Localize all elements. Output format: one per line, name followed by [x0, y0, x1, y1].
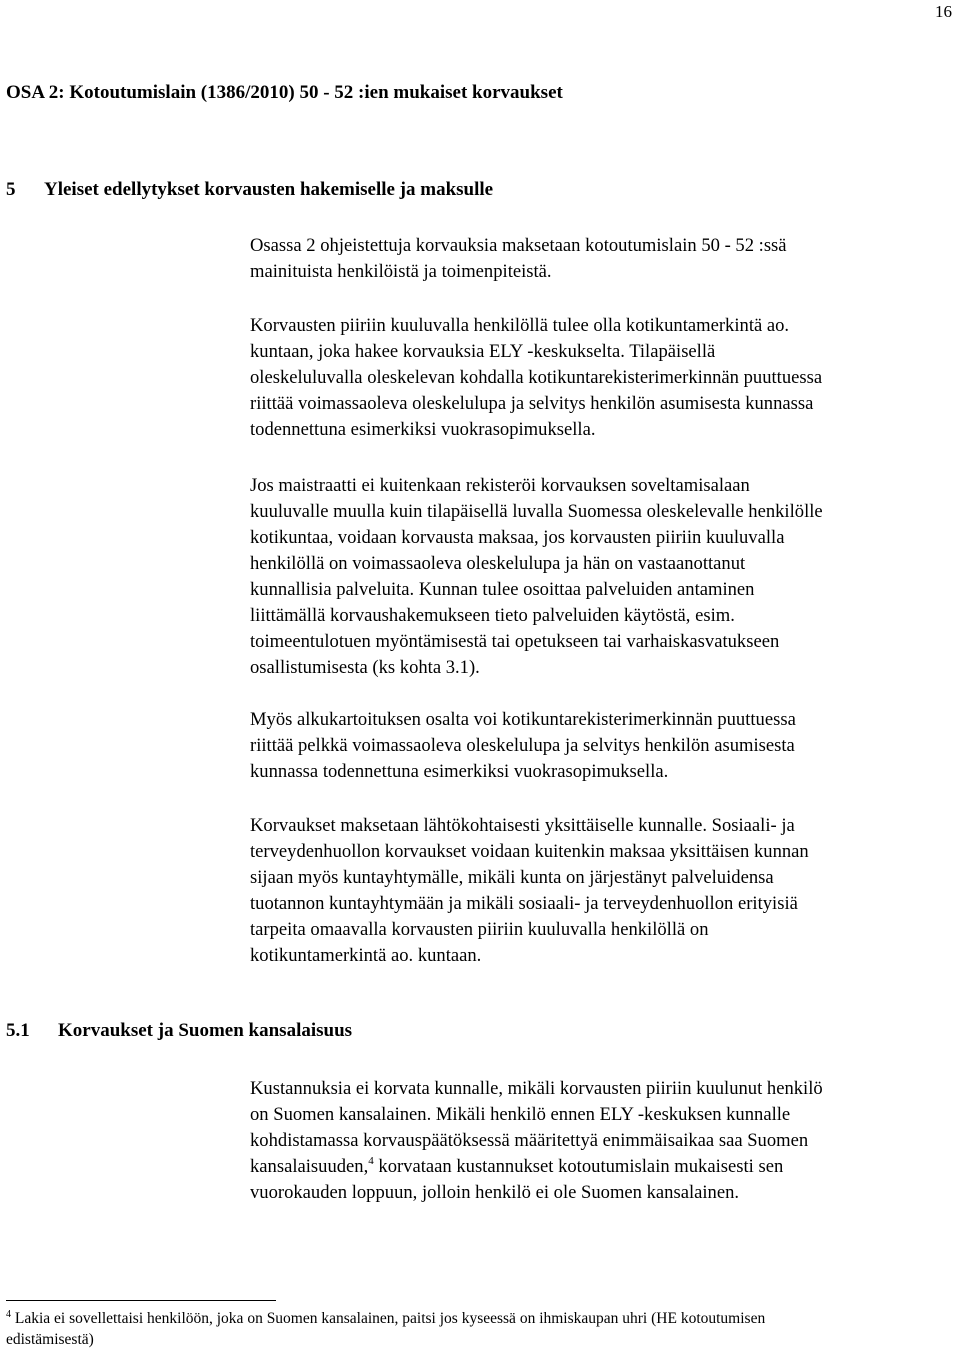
- paragraph-4: Myös alkukartoituksen osalta voi kotikuntarekisterimerkinnän puuttuessa riittää pelkkä voimassaoleva oleskelulupa ja selvitys henkilön asumisesta kunnassa todennettuna esimerkiksi vuokrasopimuksella.: [250, 709, 796, 782]
- footnote-reference[interactable]: 4: [368, 1155, 374, 1167]
- section-number: 5: [6, 179, 16, 200]
- section-title: Yleiset edellytykset korvausten hakemiselle ja maksulle: [44, 179, 494, 200]
- section-heading-5-1: [6, 1020, 946, 1042]
- section-heading-5: [6, 179, 946, 201]
- footnote-text: Lakia ei sovellettaisi henkilöön, joka on Suomen kansalainen, paitsi jos kyseessä on ihmiskaupan uhri (HE kotoutumisen edistämisestä): [6, 1310, 766, 1348]
- paragraph-5: Korvaukset maksetaan lähtökohtaisesti yksittäiselle kunnalle. Sosiaali- ja terveydenhuollon korvaukset voidaan kuitenkin maksaa yksittäisen kunnan sijaan myös kuntayhtymälle, mikäli kunta on järjestänyt palveluidensa tuotannon kuntayhtymään ja mikäli sosiaali- ja terveydenhuollon erityisiä tarpeita omaavalla korvausten piiriin kuuluvalla henkilöllä on kotikuntamerkintä ao. kuntaan.: [250, 815, 809, 966]
- part-heading: OSA 2: Kotoutumislain (1386/2010) 50 - 52 :ien mukaiset korvaukset: [6, 82, 563, 103]
- page-number: 16: [935, 2, 952, 21]
- footnote-separator: [6, 1300, 276, 1301]
- footnote: [6, 1308, 951, 1350]
- paragraph-6-text-a: Kustannuksia ei korvata kunnalle, mikäli korvausten piiriin kuulunut henkilö on Suomen kansalainen. Mikäli henkilö ennen ELY -keskuksen kunnalle kohdistamassa korvauspäätöksessä määritettyä enimmäisaikaa saa Suomen kansalaisuuden,: [250, 1078, 823, 1177]
- subsection-title: Korvaukset ja Suomen kansalaisuus: [58, 1020, 353, 1041]
- paragraph-6: [250, 1076, 955, 1206]
- subsection-number: 5.1: [6, 1020, 30, 1041]
- paragraph-3: Jos maistraatti ei kuitenkaan rekisteröi korvauksen soveltamisalaan kuuluvalle muulla kuin tilapäisellä luvalla Suomessa oleskelevalle henkilölle kotikuntaa, voidaan korvausta maksaa, jos korvausten piiriin kuuluvalla henkilöllä on voimassaoleva oleskelulupa ja hän on vastaanottanut kunnallisia palveluita. Kunnan tulee osoittaa palveluiden antaminen liittämällä korvaushakemukseen tieto palveluiden käytöstä, esim. toimeentulotuen myöntämisestä tai opetukseen tai varhaiskasvatukseen osallistumisesta (ks kohta 3.1).: [250, 475, 823, 678]
- paragraph-6-text-b: korvataan kustannukset kotoutumislain mukaisesti sen vuorokauden loppuun, jolloin henkilö ei ole Suomen kansalainen.: [250, 1156, 784, 1203]
- paragraph-2: Korvausten piiriin kuuluvalla henkilöllä tulee olla kotikuntamerkintä ao. kuntaan, joka hakee korvauksia ELY -keskukselta. Tilapäisellä oleskeluluvalla oleskelevan kohdalla kotikuntarekisterimerkinnän puuttuessa riittää voimassaoleva oleskelulupa ja selvitys henkilön asumisesta kunnassa todennettuna esimerkiksi vuokrasopimuksella.: [250, 315, 823, 440]
- footnote-mark: 4: [6, 1309, 11, 1320]
- paragraph-1: Osassa 2 ohjeistettuja korvauksia maksetaan kotoutumislain 50 - 52 :ssä mainituista henkilöistä ja toimenpiteistä.: [250, 235, 787, 282]
